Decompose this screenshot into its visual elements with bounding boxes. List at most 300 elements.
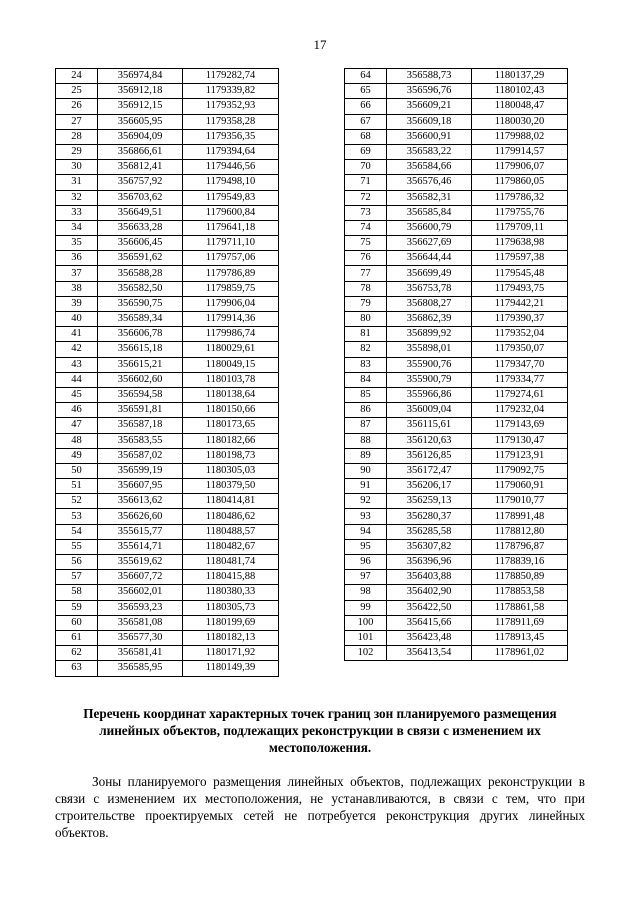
- point-number-cell: 62: [56, 646, 98, 661]
- table-row: [56, 266, 279, 281]
- table-row: [56, 479, 279, 494]
- coordinate-x-cell: 356613,62: [98, 494, 183, 509]
- table-row: [345, 463, 568, 478]
- point-number-cell: 47: [56, 418, 98, 433]
- table-row: [345, 585, 568, 600]
- coordinate-x-cell: 356757,92: [98, 175, 183, 190]
- point-number-cell: 29: [56, 144, 98, 159]
- table-row: [345, 615, 568, 630]
- table-row: [56, 387, 279, 402]
- point-number-cell: 33: [56, 205, 98, 220]
- coordinate-x-cell: 355900,79: [387, 372, 472, 387]
- table-row: [56, 463, 279, 478]
- coordinate-y-cell: 1178812,80: [472, 524, 568, 539]
- table-row: [56, 509, 279, 524]
- table-row: [56, 600, 279, 615]
- point-number-cell: 40: [56, 312, 98, 327]
- point-number-cell: 72: [345, 190, 387, 205]
- coordinate-x-cell: 355619,62: [98, 555, 183, 570]
- coordinate-x-cell: 356307,82: [387, 539, 472, 554]
- table-row: [345, 372, 568, 387]
- table-row: [56, 236, 279, 251]
- point-number-cell: 49: [56, 448, 98, 463]
- point-number-cell: 96: [345, 555, 387, 570]
- table-row: [56, 630, 279, 645]
- table-row: [345, 296, 568, 311]
- table-row: [345, 403, 568, 418]
- coordinate-y-cell: 1179352,04: [472, 327, 568, 342]
- coordinate-x-cell: 356403,88: [387, 570, 472, 585]
- table-row: [345, 84, 568, 99]
- point-number-cell: 89: [345, 448, 387, 463]
- coordinate-y-cell: 1178911,69: [472, 615, 568, 630]
- point-number-cell: 27: [56, 114, 98, 129]
- table-row: [56, 570, 279, 585]
- point-number-cell: 85: [345, 387, 387, 402]
- table-row: [345, 448, 568, 463]
- table-row: [345, 251, 568, 266]
- point-number-cell: 99: [345, 600, 387, 615]
- table-row: [56, 646, 279, 661]
- coordinate-y-cell: 1179786,32: [472, 190, 568, 205]
- table-row: [56, 418, 279, 433]
- coordinates-table-left: [55, 68, 279, 677]
- coordinate-x-cell: 356583,55: [98, 433, 183, 448]
- coordinate-y-cell: 1179545,48: [472, 266, 568, 281]
- coordinate-y-cell: 1180379,50: [183, 479, 279, 494]
- table-row: [345, 281, 568, 296]
- coordinate-y-cell: 1179914,36: [183, 312, 279, 327]
- table-row: [345, 509, 568, 524]
- point-number-cell: 87: [345, 418, 387, 433]
- coordinate-x-cell: 356590,75: [98, 296, 183, 311]
- coordinate-y-cell: 1180486,62: [183, 509, 279, 524]
- point-number-cell: 71: [345, 175, 387, 190]
- point-number-cell: 88: [345, 433, 387, 448]
- coordinate-x-cell: 356644,44: [387, 251, 472, 266]
- coordinate-x-cell: 356413,54: [387, 646, 472, 661]
- coordinate-x-cell: 356585,84: [387, 205, 472, 220]
- point-number-cell: 81: [345, 327, 387, 342]
- coordinate-y-cell: 1180488,57: [183, 524, 279, 539]
- coordinate-x-cell: 356582,50: [98, 281, 183, 296]
- table-row: [345, 630, 568, 645]
- coordinate-y-cell: 1180103,78: [183, 372, 279, 387]
- coordinate-y-cell: 1179755,76: [472, 205, 568, 220]
- coordinate-y-cell: 1180029,61: [183, 342, 279, 357]
- point-number-cell: 58: [56, 585, 98, 600]
- point-number-cell: 34: [56, 220, 98, 235]
- coordinate-y-cell: 1179339,82: [183, 84, 279, 99]
- coordinate-x-cell: 355966,86: [387, 387, 472, 402]
- coordinate-y-cell: 1179092,75: [472, 463, 568, 478]
- coordinate-x-cell: 356753,78: [387, 281, 472, 296]
- coordinate-x-cell: 356607,95: [98, 479, 183, 494]
- coordinate-x-cell: 356581,08: [98, 615, 183, 630]
- coordinate-y-cell: 1179143,69: [472, 418, 568, 433]
- point-number-cell: 51: [56, 479, 98, 494]
- table-row: [345, 342, 568, 357]
- coordinate-y-cell: 1179641,18: [183, 220, 279, 235]
- table-row: [56, 327, 279, 342]
- coordinate-x-cell: 356120,63: [387, 433, 472, 448]
- coordinate-y-cell: 1179860,05: [472, 175, 568, 190]
- point-number-cell: 55: [56, 539, 98, 554]
- point-number-cell: 95: [345, 539, 387, 554]
- point-number-cell: 50: [56, 463, 98, 478]
- coordinate-y-cell: 1180482,67: [183, 539, 279, 554]
- coordinate-y-cell: 1179914,57: [472, 144, 568, 159]
- coordinate-y-cell: 1179358,28: [183, 114, 279, 129]
- table-row: [56, 144, 279, 159]
- coordinate-y-cell: 1178861,58: [472, 600, 568, 615]
- point-number-cell: 65: [345, 84, 387, 99]
- coordinate-y-cell: 1179350,07: [472, 342, 568, 357]
- coordinate-x-cell: 356904,09: [98, 129, 183, 144]
- table-row: [56, 251, 279, 266]
- coordinate-y-cell: 1179859,75: [183, 281, 279, 296]
- point-number-cell: 90: [345, 463, 387, 478]
- coordinate-x-cell: 356423,48: [387, 630, 472, 645]
- table-row: [345, 114, 568, 129]
- table-row: [345, 236, 568, 251]
- coordinate-y-cell: 1179334,77: [472, 372, 568, 387]
- table-row: [345, 175, 568, 190]
- coordinate-y-cell: 1179446,56: [183, 160, 279, 175]
- coordinate-x-cell: 356602,60: [98, 372, 183, 387]
- table-row: [345, 69, 568, 84]
- table-row: [56, 585, 279, 600]
- coordinate-y-cell: 1179394,64: [183, 144, 279, 159]
- coordinate-y-cell: 1179356,35: [183, 129, 279, 144]
- table-row: [345, 479, 568, 494]
- coordinate-x-cell: 356591,62: [98, 251, 183, 266]
- coordinate-x-cell: 356899,92: [387, 327, 472, 342]
- coordinate-x-cell: 356396,96: [387, 555, 472, 570]
- table-row: [56, 555, 279, 570]
- table-row: [345, 190, 568, 205]
- body-paragraph: Зоны планируемого размещения линейных объектов, подлежащих реконструкции в связи с изменением их местоположения, не устанавливаются, в связи с тем, что при строительстве проектируемых сетей не потребуется реконструкция других линейных объектов.: [55, 774, 585, 840]
- point-number-cell: 86: [345, 403, 387, 418]
- coordinate-y-cell: 1180305,73: [183, 600, 279, 615]
- coordinate-y-cell: 1179442,21: [472, 296, 568, 311]
- coordinate-x-cell: 356584,66: [387, 160, 472, 175]
- table-row: [345, 129, 568, 144]
- coordinate-y-cell: 1179709,11: [472, 220, 568, 235]
- coordinate-y-cell: 1180380,33: [183, 585, 279, 600]
- table-row: [56, 114, 279, 129]
- coordinate-y-cell: 1180182,13: [183, 630, 279, 645]
- point-number-cell: 38: [56, 281, 98, 296]
- point-number-cell: 94: [345, 524, 387, 539]
- coordinates-table-right: [344, 68, 568, 661]
- coordinate-x-cell: 356866,61: [98, 144, 183, 159]
- coordinate-y-cell: 1180030,20: [472, 114, 568, 129]
- coordinate-x-cell: 356009,04: [387, 403, 472, 418]
- point-number-cell: 37: [56, 266, 98, 281]
- coordinate-y-cell: 1179757,06: [183, 251, 279, 266]
- point-number-cell: 41: [56, 327, 98, 342]
- table-row: [56, 129, 279, 144]
- coordinate-x-cell: 356599,19: [98, 463, 183, 478]
- point-number-cell: 31: [56, 175, 98, 190]
- table-row: [56, 312, 279, 327]
- coordinate-x-cell: 356402,90: [387, 585, 472, 600]
- point-number-cell: 44: [56, 372, 98, 387]
- coordinate-y-cell: 1179711,10: [183, 236, 279, 251]
- coordinate-y-cell: 1179274,61: [472, 387, 568, 402]
- page-number: 17: [313, 37, 327, 52]
- coordinate-y-cell: 1180414,81: [183, 494, 279, 509]
- coordinate-y-cell: 1178913,45: [472, 630, 568, 645]
- point-number-cell: 36: [56, 251, 98, 266]
- point-number-cell: 75: [345, 236, 387, 251]
- coordinate-x-cell: 356576,46: [387, 175, 472, 190]
- table-row: [345, 220, 568, 235]
- coordinate-y-cell: 1180415,88: [183, 570, 279, 585]
- table-row: [56, 403, 279, 418]
- point-number-cell: 57: [56, 570, 98, 585]
- table-row: [345, 555, 568, 570]
- section-heading: Перечень координат характерных точек границ зон планируемого размещения линейных объектов, подлежащих реконструкции в связи с изменением их местоположения.: [83, 706, 557, 755]
- point-number-cell: 77: [345, 266, 387, 281]
- point-number-cell: 98: [345, 585, 387, 600]
- table-row: [345, 418, 568, 433]
- point-number-cell: 30: [56, 160, 98, 175]
- coordinate-y-cell: 1180199,69: [183, 615, 279, 630]
- coordinate-x-cell: 356699,49: [387, 266, 472, 281]
- point-number-cell: 83: [345, 357, 387, 372]
- coordinate-x-cell: 356588,28: [98, 266, 183, 281]
- point-number-cell: 48: [56, 433, 98, 448]
- point-number-cell: 61: [56, 630, 98, 645]
- coordinate-y-cell: 1179352,93: [183, 99, 279, 114]
- table-row: [345, 539, 568, 554]
- table-row: [56, 494, 279, 509]
- coordinate-x-cell: 356582,31: [387, 190, 472, 205]
- coordinate-y-cell: 1180173,65: [183, 418, 279, 433]
- table-row: [345, 524, 568, 539]
- coordinate-x-cell: 356594,58: [98, 387, 183, 402]
- coordinate-x-cell: 356172,47: [387, 463, 472, 478]
- point-number-cell: 80: [345, 312, 387, 327]
- coordinate-y-cell: 1179597,38: [472, 251, 568, 266]
- coordinate-x-cell: 356606,45: [98, 236, 183, 251]
- point-number-cell: 97: [345, 570, 387, 585]
- table-row: [56, 342, 279, 357]
- coordinate-y-cell: 1180102,43: [472, 84, 568, 99]
- coordinate-x-cell: 355615,77: [98, 524, 183, 539]
- coordinate-x-cell: 356259,13: [387, 494, 472, 509]
- coordinate-x-cell: 356912,18: [98, 84, 183, 99]
- coordinate-x-cell: 356703,62: [98, 190, 183, 205]
- coordinate-y-cell: 1178850,89: [472, 570, 568, 585]
- table-row: [345, 387, 568, 402]
- point-number-cell: 68: [345, 129, 387, 144]
- point-number-cell: 52: [56, 494, 98, 509]
- coordinate-y-cell: 1179600,84: [183, 205, 279, 220]
- table-row: [56, 372, 279, 387]
- table-row: [56, 661, 279, 676]
- coordinate-x-cell: 356615,21: [98, 357, 183, 372]
- table-row: [56, 357, 279, 372]
- coordinate-x-cell: 356605,95: [98, 114, 183, 129]
- point-number-cell: 76: [345, 251, 387, 266]
- table-row: [345, 99, 568, 114]
- coordinate-x-cell: 356606,78: [98, 327, 183, 342]
- table-row: [345, 144, 568, 159]
- coordinate-y-cell: 1180171,92: [183, 646, 279, 661]
- table-row: [56, 84, 279, 99]
- coordinate-x-cell: 356587,18: [98, 418, 183, 433]
- coordinate-y-cell: 1179906,04: [183, 296, 279, 311]
- point-number-cell: 63: [56, 661, 98, 676]
- point-number-cell: 91: [345, 479, 387, 494]
- coordinate-x-cell: 356633,28: [98, 220, 183, 235]
- coordinate-x-cell: 356626,60: [98, 509, 183, 524]
- coordinate-x-cell: 356627,69: [387, 236, 472, 251]
- table-row: [56, 296, 279, 311]
- coordinate-x-cell: 356649,51: [98, 205, 183, 220]
- point-number-cell: 60: [56, 615, 98, 630]
- table-row: [56, 524, 279, 539]
- coordinate-y-cell: 1180182,66: [183, 433, 279, 448]
- coordinate-y-cell: 1180305,03: [183, 463, 279, 478]
- coordinate-y-cell: 1179549,83: [183, 190, 279, 205]
- point-number-cell: 56: [56, 555, 98, 570]
- coordinate-x-cell: 356862,39: [387, 312, 472, 327]
- coordinate-y-cell: 1180481,74: [183, 555, 279, 570]
- table-row: [56, 433, 279, 448]
- coordinate-x-cell: 356600,79: [387, 220, 472, 235]
- coordinate-y-cell: 1178796,87: [472, 539, 568, 554]
- point-number-cell: 28: [56, 129, 98, 144]
- table-row: [56, 175, 279, 190]
- coordinate-y-cell: 1179232,04: [472, 403, 568, 418]
- point-number-cell: 73: [345, 205, 387, 220]
- table-row: [345, 570, 568, 585]
- coordinate-y-cell: 1179060,91: [472, 479, 568, 494]
- coordinate-y-cell: 1179986,74: [183, 327, 279, 342]
- table-row: [56, 539, 279, 554]
- point-number-cell: 32: [56, 190, 98, 205]
- coordinate-x-cell: 356422,50: [387, 600, 472, 615]
- coordinate-y-cell: 1179498,10: [183, 175, 279, 190]
- coordinate-x-cell: 355900,76: [387, 357, 472, 372]
- point-number-cell: 84: [345, 372, 387, 387]
- point-number-cell: 39: [56, 296, 98, 311]
- coordinate-x-cell: 356583,22: [387, 144, 472, 159]
- table-row: [56, 220, 279, 235]
- point-number-cell: 46: [56, 403, 98, 418]
- point-number-cell: 101: [345, 630, 387, 645]
- coordinate-x-cell: 356285,58: [387, 524, 472, 539]
- coordinate-y-cell: 1179130,47: [472, 433, 568, 448]
- coordinate-x-cell: 356591,81: [98, 403, 183, 418]
- coordinate-y-cell: 1178991,48: [472, 509, 568, 524]
- table-row: [345, 433, 568, 448]
- coordinate-x-cell: 356577,30: [98, 630, 183, 645]
- table-row: [345, 646, 568, 661]
- coordinate-x-cell: 356206,17: [387, 479, 472, 494]
- coordinate-y-cell: 1179786,89: [183, 266, 279, 281]
- coordinate-x-cell: 356593,23: [98, 600, 183, 615]
- coordinate-y-cell: 1179638,98: [472, 236, 568, 251]
- point-number-cell: 92: [345, 494, 387, 509]
- point-number-cell: 42: [56, 342, 98, 357]
- table-row: [345, 205, 568, 220]
- coordinate-y-cell: 1178853,58: [472, 585, 568, 600]
- coordinate-x-cell: 356581,41: [98, 646, 183, 661]
- point-number-cell: 66: [345, 99, 387, 114]
- coordinate-x-cell: 355898,01: [387, 342, 472, 357]
- coordinate-y-cell: 1180198,73: [183, 448, 279, 463]
- point-number-cell: 24: [56, 69, 98, 84]
- coordinate-y-cell: 1180049,15: [183, 357, 279, 372]
- table-row: [345, 312, 568, 327]
- point-number-cell: 25: [56, 84, 98, 99]
- table-row: [56, 448, 279, 463]
- coordinate-x-cell: 356280,37: [387, 509, 472, 524]
- table-row: [345, 327, 568, 342]
- coordinate-y-cell: 1178839,16: [472, 555, 568, 570]
- table-row: [56, 281, 279, 296]
- coordinate-y-cell: 1180149,39: [183, 661, 279, 676]
- point-number-cell: 78: [345, 281, 387, 296]
- coordinate-x-cell: 356587,02: [98, 448, 183, 463]
- coordinate-y-cell: 1179123,91: [472, 448, 568, 463]
- point-number-cell: 70: [345, 160, 387, 175]
- point-number-cell: 59: [56, 600, 98, 615]
- table-row: [345, 266, 568, 281]
- point-number-cell: 93: [345, 509, 387, 524]
- coordinate-y-cell: 1179347,70: [472, 357, 568, 372]
- point-number-cell: 53: [56, 509, 98, 524]
- point-number-cell: 54: [56, 524, 98, 539]
- coordinate-y-cell: 1179390,37: [472, 312, 568, 327]
- point-number-cell: 74: [345, 220, 387, 235]
- point-number-cell: 82: [345, 342, 387, 357]
- point-number-cell: 26: [56, 99, 98, 114]
- coordinate-x-cell: 356808,27: [387, 296, 472, 311]
- point-number-cell: 100: [345, 615, 387, 630]
- coordinate-x-cell: 356912,15: [98, 99, 183, 114]
- table-row: [56, 190, 279, 205]
- coordinate-x-cell: 356596,76: [387, 84, 472, 99]
- table-row: [345, 494, 568, 509]
- coordinate-x-cell: 356609,18: [387, 114, 472, 129]
- coordinate-x-cell: 356615,18: [98, 342, 183, 357]
- table-row: [345, 160, 568, 175]
- coordinate-x-cell: 356585,95: [98, 661, 183, 676]
- table-row: [56, 69, 279, 84]
- point-number-cell: 64: [345, 69, 387, 84]
- coordinates-table-left-body: [56, 69, 279, 677]
- point-number-cell: 45: [56, 387, 98, 402]
- point-number-cell: 102: [345, 646, 387, 661]
- table-row: [56, 205, 279, 220]
- coordinate-y-cell: 1180137,29: [472, 69, 568, 84]
- coordinate-x-cell: 356609,21: [387, 99, 472, 114]
- table-row: [56, 160, 279, 175]
- coordinate-y-cell: 1180150,66: [183, 403, 279, 418]
- coordinate-y-cell: 1178961,02: [472, 646, 568, 661]
- coordinate-x-cell: 355614,71: [98, 539, 183, 554]
- coordinate-x-cell: 356600,91: [387, 129, 472, 144]
- coordinate-y-cell: 1179493,75: [472, 281, 568, 296]
- coordinate-y-cell: 1179010,77: [472, 494, 568, 509]
- coordinate-x-cell: 356115,61: [387, 418, 472, 433]
